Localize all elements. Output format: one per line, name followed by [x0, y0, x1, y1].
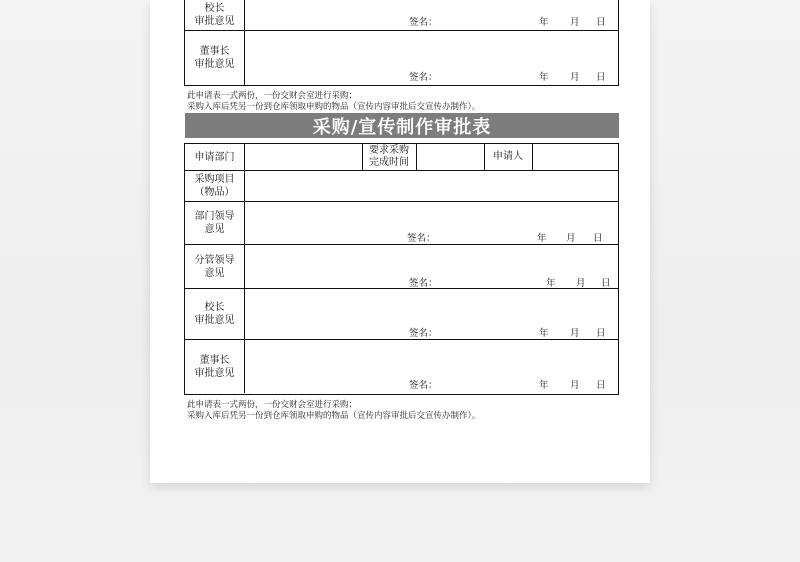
applicant-label: 申请人	[493, 151, 523, 162]
divider	[416, 144, 417, 170]
year-label: 年	[537, 233, 547, 244]
principal-label: 校长 审批意见	[185, 0, 245, 30]
dept-leader-row	[185, 202, 618, 245]
top-row-chairman	[185, 31, 618, 85]
chairman-label: 董事长 审批意见	[185, 340, 245, 393]
sign-label: 签名：	[409, 380, 438, 391]
month-label: 月	[576, 278, 586, 289]
form-note-1: 此申请表一式两份，一份交财会室进行采购；	[187, 400, 358, 410]
month-label: 月	[570, 72, 580, 83]
principal-label: 校长 审批意见	[185, 289, 245, 339]
year-label: 年	[539, 328, 549, 339]
year-label: 年	[539, 17, 549, 28]
dept-label: 申请部门	[185, 144, 245, 170]
year-label: 年	[539, 72, 549, 83]
sign-label: 签名：	[409, 328, 438, 339]
month-label: 月	[566, 233, 576, 244]
month-label: 月	[570, 17, 580, 28]
sign-label: 签名：	[409, 278, 438, 289]
form-note-2: 采购入库后凭另一份到仓库领取申购的物品（宣传内容审批后交宣传办制作）。	[187, 411, 481, 421]
form-title: 采购/宣传制作审批表	[185, 113, 619, 138]
completion-time-label: 要求采购 完成时间	[369, 145, 409, 168]
item-row	[185, 171, 618, 202]
top-note-1: 此申请表一式两份，一份交财会室进行采购；	[187, 91, 358, 101]
principal-row	[185, 289, 618, 340]
top-approval-table	[184, 0, 619, 86]
year-label: 年	[546, 278, 556, 289]
sign-label: 签名：	[407, 233, 436, 244]
item-label: 采购项目 （物品）	[185, 171, 245, 201]
month-label: 月	[570, 380, 580, 391]
supervisor-row	[185, 245, 618, 289]
top-row-principal	[185, 0, 618, 31]
chairman-row	[185, 340, 618, 393]
day-label: 日	[596, 17, 606, 28]
sign-label: 签名：	[409, 72, 438, 83]
day-label: 日	[596, 72, 606, 83]
chairman-label: 董事长 审批意见	[185, 31, 245, 85]
day-label: 日	[593, 233, 603, 244]
day-label: 日	[601, 278, 611, 289]
dept-leader-label: 部门领导 意见	[185, 202, 245, 244]
day-label: 日	[596, 328, 606, 339]
month-label: 月	[570, 328, 580, 339]
header-row	[185, 144, 618, 171]
supervisor-label: 分管领导 意见	[185, 245, 245, 288]
sign-label: 签名：	[409, 17, 438, 28]
divider	[532, 144, 533, 170]
year-label: 年	[539, 380, 549, 391]
day-label: 日	[596, 380, 606, 391]
approval-form-table	[184, 143, 619, 395]
top-note-2: 采购入库后凭另一份到仓库领取申购的物品（宣传内容审批后交宣传办制作）。	[187, 102, 481, 112]
